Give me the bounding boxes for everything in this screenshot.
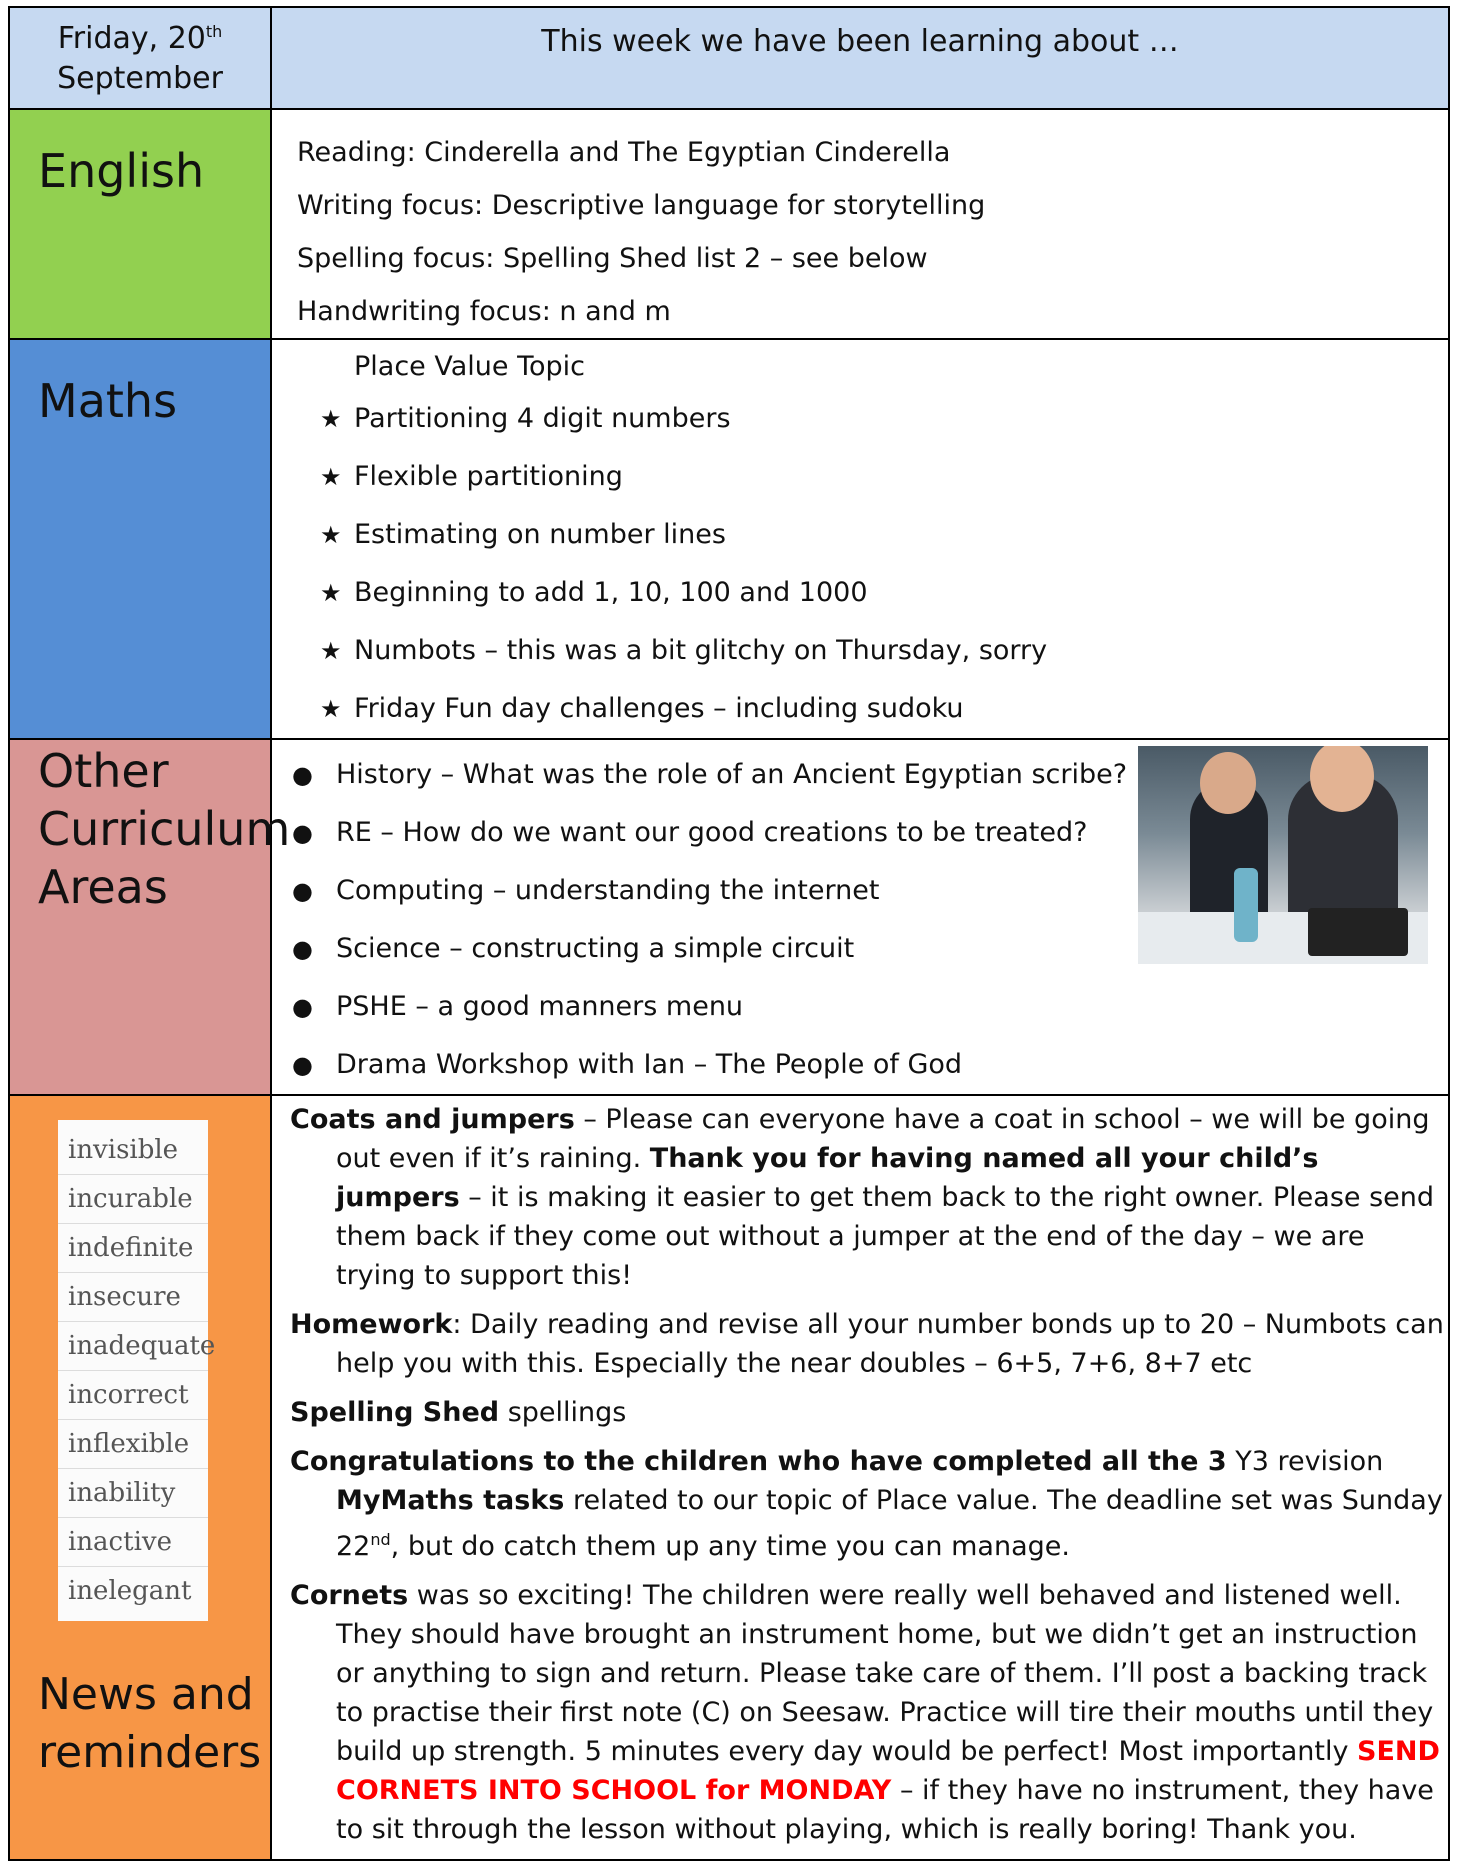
maths-item: Partitioning 4 digit numbers — [354, 403, 731, 434]
spelling-word: inactive — [58, 1518, 208, 1567]
english-item: Spelling focus: Spelling Shed list 2 – see below — [297, 243, 928, 274]
cornets-text: was so exciting! The children were really well behaved and listened well. They should have brought an instrument home, but we didn’t get an instruction or anything to sign and return. Please take care of them. I’ll post a backing track to practise their first note (C) on Seesaw. Practice will tire their mouths until they build up strength. 5 minutes every day would be perfect! Most importantly — [336, 1580, 1434, 1767]
congrats-bold: Congratulations to the children who have completed all the 3 — [290, 1446, 1227, 1477]
maths-item: Estimating on number lines — [354, 519, 726, 550]
coats-title: Coats and jumpers — [290, 1104, 575, 1135]
spelling-word: inelegant — [68, 1576, 192, 1606]
cornets-paragraph — [290, 1576, 1444, 1849]
congrats-text: related to our topic of Place value. The deadline set was Sunday 22 — [336, 1485, 1443, 1562]
english-body — [271, 109, 1449, 339]
spelling-word: indefinite — [58, 1224, 208, 1273]
maths-label: Maths — [38, 374, 178, 428]
spelling-paragraph — [290, 1393, 1444, 1432]
homework-title: Homework — [290, 1309, 453, 1340]
other-item: PSHE – a good manners menu — [336, 991, 744, 1022]
english-label-cell — [9, 109, 271, 339]
spelling-list-card — [58, 1120, 216, 1621]
spelling-word: incorrect — [58, 1371, 208, 1420]
date-line1: Friday, 20 — [57, 21, 206, 56]
coats-paragraph — [290, 1100, 1444, 1295]
other-label-line: Curriculum — [38, 802, 291, 856]
english-item: Reading: Cinderella and The Egyptian Cinderella — [297, 137, 951, 168]
maths-row — [9, 339, 1449, 739]
bullet-icon: ● — [292, 761, 313, 789]
maths-list — [320, 390, 1448, 738]
spelling-word: inflexible — [58, 1420, 208, 1469]
date-cell — [9, 7, 271, 109]
date-sup: th — [205, 22, 223, 41]
maths-topic: Place Value Topic — [354, 351, 586, 382]
other-body — [271, 739, 1449, 1095]
other-label-line: Areas — [38, 860, 168, 914]
other-item: Science – constructing a simple circuit — [336, 933, 855, 964]
photo-bottle — [1234, 868, 1258, 942]
list-item — [320, 506, 1448, 564]
coats-text: – it is making it easier to get them back to the right owner. Please send them back if they come out without a jumper at the end of the day – we are trying to support this! — [336, 1182, 1435, 1291]
other-label-cell — [9, 739, 291, 1095]
news-label-cell — [9, 1095, 271, 1860]
maths-body — [271, 339, 1449, 739]
congrats-sup: nd — [370, 1530, 391, 1549]
coats-text: – Please can everyone have a coat in school – we will be going out even if it’s raining. — [336, 1104, 1430, 1174]
news-body — [271, 1095, 1449, 1860]
congrats-paragraph — [290, 1442, 1444, 1566]
congrats-text: Y3 revision — [1226, 1446, 1384, 1477]
other-label-line: Other — [38, 744, 169, 798]
star-icon: ★ — [320, 521, 342, 549]
list-item — [292, 1036, 1448, 1094]
other-item: RE – How do we want our good creations to be treated? — [336, 817, 1088, 848]
list-item — [320, 390, 1448, 448]
cornets-red-notice: SEND CORNETS INTO SCHOOL for MONDAY — [336, 1736, 1440, 1806]
list-item — [320, 622, 1448, 680]
spelling-word: insecure — [58, 1273, 208, 1322]
spelling-text: spellings — [499, 1397, 627, 1428]
other-label — [10, 740, 291, 916]
list-item — [292, 978, 1448, 1036]
congrats-bold: MyMaths tasks — [336, 1485, 565, 1516]
date-line2: September — [57, 61, 223, 96]
other-item: Drama Workshop with Ian – The People of God — [336, 1049, 963, 1080]
cornets-title: Cornets — [290, 1580, 409, 1611]
news-label-line: reminders — [38, 1727, 262, 1778]
bullet-icon: ● — [292, 1051, 313, 1079]
spelling-title: Spelling Shed — [290, 1397, 500, 1428]
bullet-icon: ● — [292, 819, 313, 847]
english-item: Writing focus: Descriptive language for storytelling — [297, 190, 986, 221]
star-icon: ★ — [320, 637, 342, 665]
list-item — [320, 448, 1448, 506]
star-icon: ★ — [320, 579, 342, 607]
english-row — [9, 109, 1449, 339]
spelling-word: inability — [58, 1469, 208, 1518]
newsletter-table — [8, 6, 1450, 1861]
maths-item: Friday Fun day challenges – including sudoku — [354, 693, 964, 724]
english-label: English — [38, 144, 205, 198]
english-item: Handwriting focus: n and m — [297, 296, 671, 327]
maths-label-cell — [9, 339, 271, 739]
news-row — [9, 1095, 1449, 1860]
news-label — [38, 1666, 261, 1782]
other-row — [9, 739, 1449, 1095]
coats-bold: Thank you for having named all your child’s jumpers — [336, 1143, 1319, 1213]
other-item: History – What was the role of an Ancient Egyptian scribe? — [336, 759, 1128, 790]
maths-item: Numbots – this was a bit glitchy on Thursday, sorry — [354, 635, 1048, 666]
star-icon: ★ — [320, 405, 342, 433]
news-label-line: News and — [38, 1669, 254, 1720]
spelling-word: incurable — [58, 1175, 208, 1224]
homework-paragraph — [290, 1305, 1444, 1383]
congrats-text: , but do catch them up any time you can manage. — [390, 1531, 1070, 1562]
homework-text: : Daily reading and revise all your number bonds up to 20 – Numbots can help you with this. Especially the near doubles – 6+5, 7+6, 8+7 etc — [336, 1309, 1444, 1379]
photo-circuit-tray — [1308, 908, 1408, 956]
bullet-icon: ● — [292, 993, 313, 1021]
header-row — [9, 7, 1449, 109]
maths-item: Beginning to add 1, 10, 100 and 1000 — [354, 577, 868, 608]
header-title: This week we have been learning about … — [271, 7, 1449, 109]
other-item: Computing – understanding the internet — [336, 875, 880, 906]
maths-item: Flexible partitioning — [354, 461, 623, 492]
spelling-word: invisible — [58, 1126, 208, 1175]
star-icon: ★ — [320, 695, 342, 723]
classroom-photo — [1138, 746, 1428, 964]
list-item — [320, 564, 1448, 622]
list-item — [320, 680, 1448, 738]
star-icon: ★ — [320, 463, 342, 491]
bullet-icon: ● — [292, 935, 313, 963]
bullet-icon: ● — [292, 877, 313, 905]
spelling-word: inadequate — [58, 1322, 208, 1371]
cornets-text: – if they have no instrument, they have to sit through the lesson without playing, which is really boring! Thank you. — [336, 1775, 1434, 1845]
